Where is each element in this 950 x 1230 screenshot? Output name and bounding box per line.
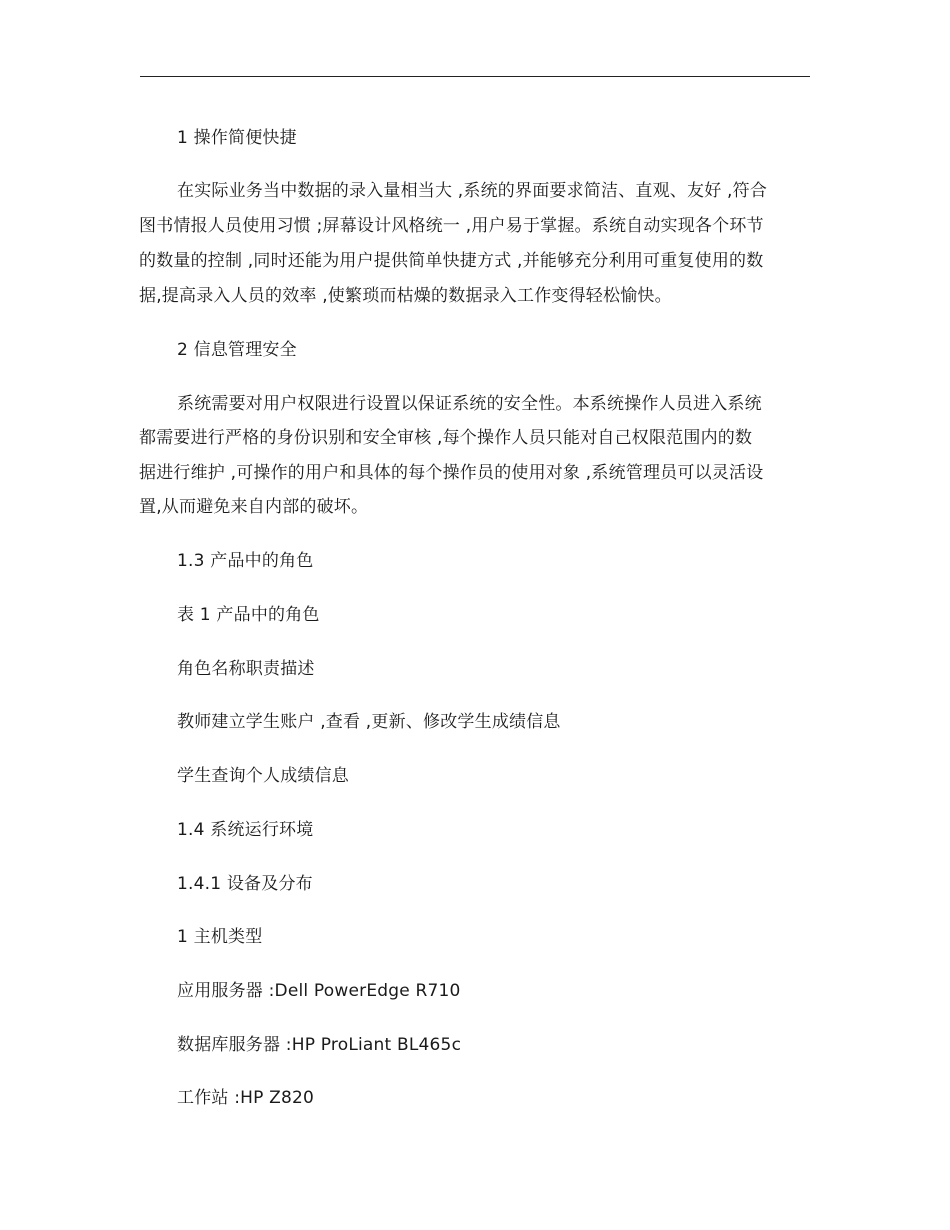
section-heading-devices: 1.4.1 设备及分布 — [177, 874, 313, 894]
table-row-student: 学生查询个人成绩信息 — [177, 766, 349, 786]
host-type-heading: 1 主机类型 — [177, 927, 263, 947]
paragraph-line: 图书情报人员使用习惯 ;屏幕设计风格统一 ,用户易于掌握。系统自动实现各个环节 — [139, 216, 764, 236]
table-row-teacher: 教师建立学生账户 ,查看 ,更新、修改学生成绩信息 — [177, 712, 561, 732]
table-caption: 表 1 产品中的角色 — [177, 605, 320, 625]
paragraph-line: 置,从而避免来自内部的破坏。 — [139, 497, 369, 517]
paragraph-line: 在实际业务当中数据的录入量相当大 ,系统的界面要求简洁、直观、友好 ,符合 — [177, 181, 768, 201]
paragraph-line: 系统需要对用户权限进行设置以保证系统的安全性。本系统操作人员进入系统 — [177, 394, 762, 414]
paragraph-line: 据进行维护 ,可操作的用户和具体的每个操作员的使用对象 ,系统管理员可以灵活设 — [139, 463, 764, 483]
section-heading-environment: 1.4 系统运行环境 — [177, 820, 314, 840]
workstation-line: 工作站 :HP Z820 — [177, 1088, 315, 1108]
paragraph-line: 都需要进行严格的身份识别和安全审核 ,每个操作人员只能对自己权限范围内的数 — [139, 428, 753, 448]
table-header-row: 角色名称职责描述 — [177, 659, 315, 679]
section-heading-roles: 1.3 产品中的角色 — [177, 551, 314, 571]
section-heading-ease-of-use: 1 操作简便快捷 — [177, 128, 297, 148]
app-server-line: 应用服务器 :Dell PowerEdge R710 — [177, 981, 461, 1001]
header-rule — [140, 76, 810, 77]
paragraph-line: 据,提高录入人员的效率 ,使繁琐而枯燥的数据录入工作变得轻松愉快。 — [139, 286, 672, 306]
db-server-line: 数据库服务器 :HP ProLiant BL465c — [177, 1035, 462, 1055]
section-heading-security: 2 信息管理安全 — [177, 340, 297, 360]
paragraph-line: 的数量的控制 ,同时还能为用户提供简单快捷方式 ,并能够充分利用可重复使用的数 — [139, 251, 764, 271]
